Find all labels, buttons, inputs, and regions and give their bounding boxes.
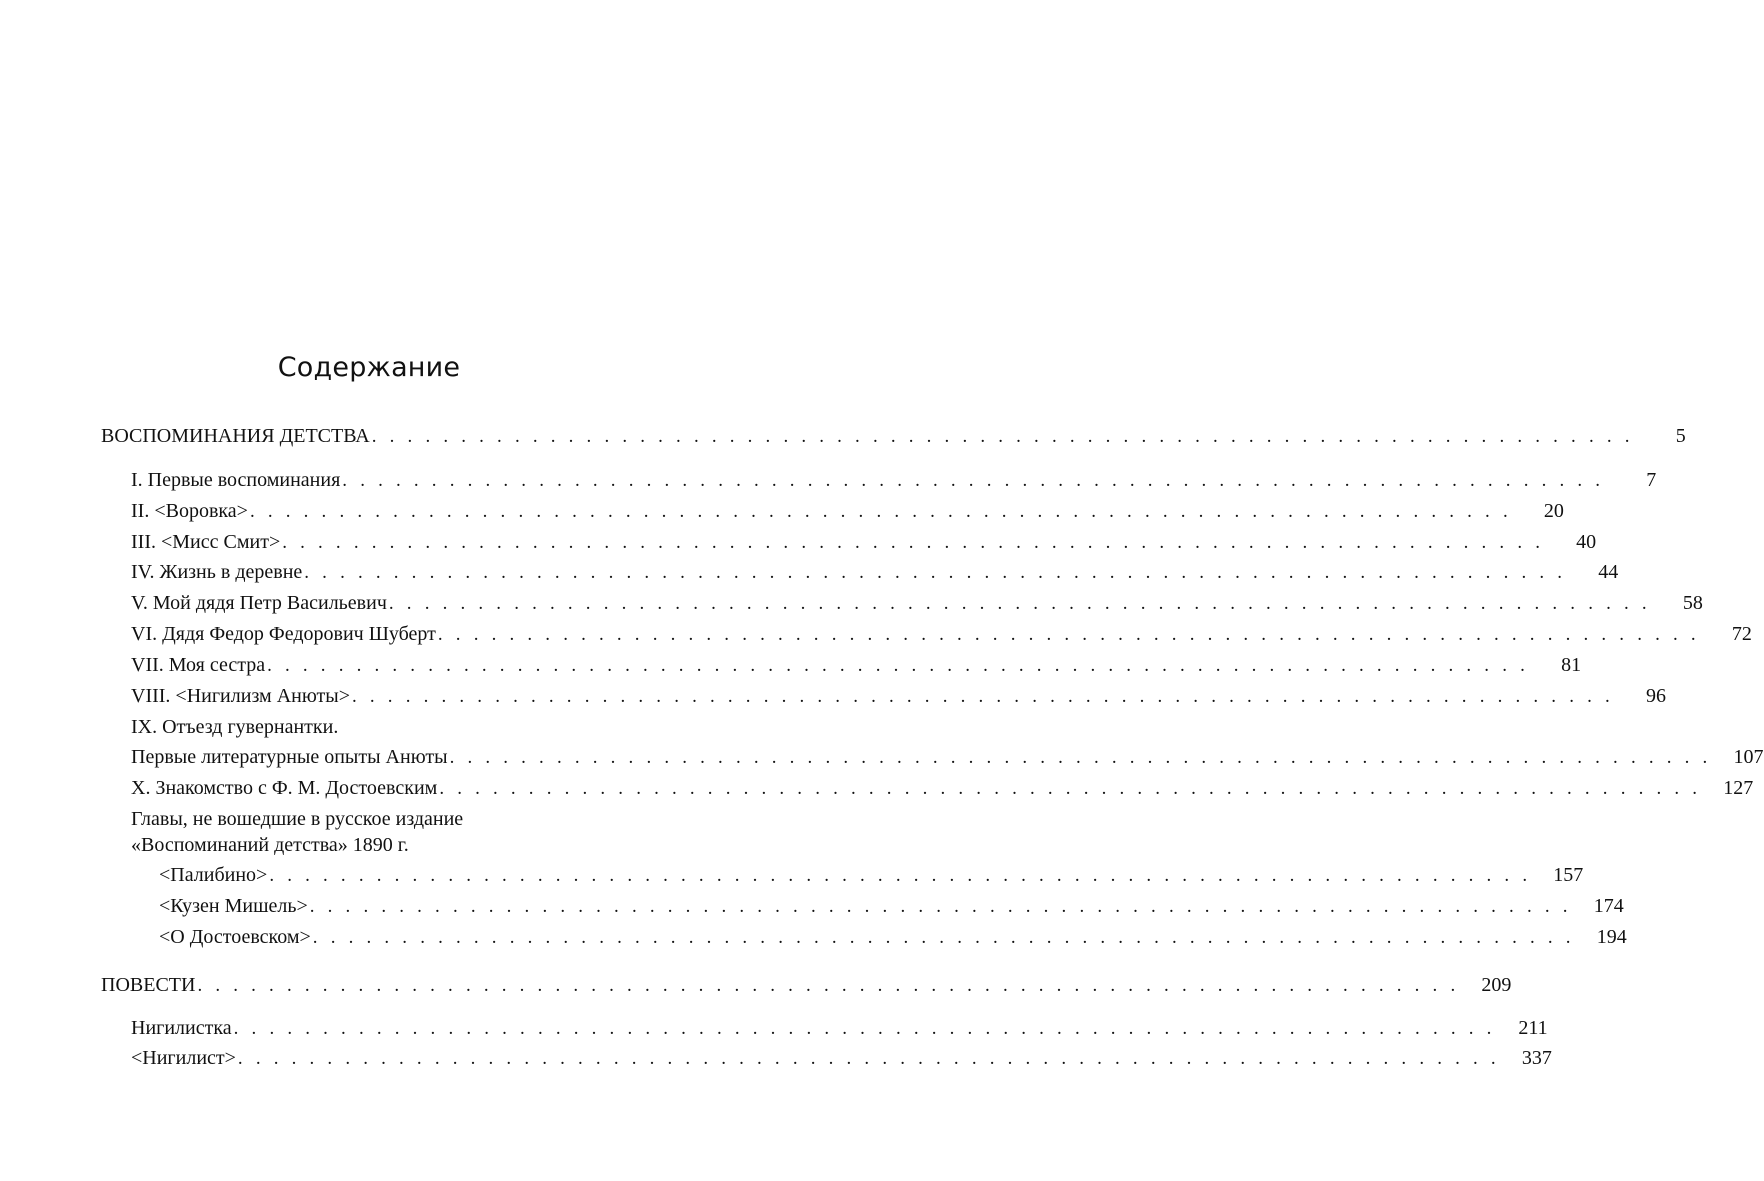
- toc-page-number: 127: [1723, 777, 1754, 799]
- toc-leader-dots: . . . . . . . . . . . . . . . . . . . . . . . . . . . . . . . . . . . . . . . . . . . . . . . . . . . . . . . . . . . . . . . . . . . . . . .: [233, 1018, 1496, 1039]
- toc-chapter[interactable]: [131, 529, 1597, 556]
- toc-leader-dots: . . . . . . . . . . . . . . . . . . . . . . . . . . . . . . . . . . . . . . . . . . . . . . . . . . . . . . . . . . . . . . . . . . . . . . .: [237, 1048, 1500, 1069]
- toc-page-number: 72: [1731, 623, 1752, 645]
- toc-section-label: ВОСПОМИНАНИЯ ДЕТСТВА: [101, 425, 370, 447]
- page-title: Содержание: [277, 352, 461, 383]
- toc-page-number: 194: [1596, 926, 1627, 948]
- toc-chapter-label: Нигилистка: [131, 1017, 232, 1039]
- toc-chapter-label: IV. Жизнь в деревне: [131, 561, 303, 583]
- toc-page-number: 5: [1675, 425, 1686, 447]
- toc-subchapter-label: <Палибино>: [159, 864, 268, 886]
- toc-chapter[interactable]: [131, 775, 1754, 802]
- toc-page-number: 58: [1682, 592, 1703, 614]
- toc-page-number: 81: [1561, 654, 1582, 676]
- toc-chapter[interactable]: [131, 590, 1703, 617]
- toc-group-heading: «Воспоминаний детства» 1890 г.: [131, 834, 409, 856]
- toc-leader-dots: . . . . . . . . . . . . . . . . . . . . . . . . . . . . . . . . . . . . . . . . . . . . . . . . . . . . . . . . . . . . . . . . . . . . . . .: [197, 975, 1460, 996]
- toc-chapter[interactable]: [131, 498, 1564, 525]
- toc-leader-dots: . . . . . . . . . . . . . . . . . . . . . . . . . . . . . . . . . . . . . . . . . . . . . . . . . . . . . . . . . . . . . . . . . . . . . . .: [449, 747, 1712, 768]
- toc-subchapter[interactable]: [159, 862, 1584, 889]
- toc-leader-dots: . . . . . . . . . . . . . . . . . . . . . . . . . . . . . . . . . . . . . . . . . . . . . . . . . . . . . . . . . . . . . . . . . . . . . . .: [352, 686, 1614, 707]
- toc-leader-dots: . . . . . . . . . . . . . . . . . . . . . . . . . . . . . . . . . . . . . . . . . . . . . . . . . . . . . . . . . . . . . . . . . . . . . . .: [439, 778, 1702, 799]
- toc-leader-dots: . . . . . . . . . . . . . . . . . . . . . . . . . . . . . . . . . . . . . . . . . . . . . . . . . . . . . . . . . . . . . . . . . . . . . . .: [304, 562, 1567, 583]
- toc-page-number: 7: [1646, 469, 1657, 491]
- toc-chapter-label: V. Мой дядя Петр Васильевич: [131, 592, 387, 614]
- toc-chapter-title-line[interactable]: IX. Отъезд гувернантки.: [131, 716, 339, 738]
- toc-leader-dots: . . . . . . . . . . . . . . . . . . . . . . . . . . . . . . . . . . . . . . . . . . . . . . . . . . . . . . . . . . . . . . . . . . . . . . .: [269, 865, 1532, 886]
- toc-leader-dots: . . . . . . . . . . . . . . . . . . . . . . . . . . . . . . . . . . . . . . . . . . . . . . . . . . . . . . . . . . . . . . . . . . . . . . .: [342, 470, 1605, 491]
- toc-leader-dots: . . . . . . . . . . . . . . . . . . . . . . . . . . . . . . . . . . . . . . . . . . . . . . . . . . . . . . . . . . . . . . . . . . . . . . .: [267, 655, 1530, 676]
- toc-page-number: 40: [1576, 531, 1597, 553]
- toc-group-heading: Главы, не вошедшие в русское издание: [131, 808, 464, 830]
- toc-subchapter-label: <О Достоевском>: [159, 926, 311, 948]
- toc-chapter[interactable]: [131, 683, 1666, 710]
- toc-page-number: 107: [1733, 746, 1764, 768]
- toc-leader-dots: . . . . . . . . . . . . . . . . . . . . . . . . . . . . . . . . . . . . . . . . . . . . . . . . . . . . . . . . . . . . . . . . . . . . . . .: [312, 927, 1575, 948]
- toc-subchapter[interactable]: [159, 924, 1627, 951]
- toc-chapter-label: Первые литературные опыты Анюты: [131, 746, 448, 768]
- toc-chapter[interactable]: [131, 744, 1764, 771]
- toc-chapter[interactable]: [131, 652, 1582, 679]
- toc-leader-dots: . . . . . . . . . . . . . . . . . . . . . . . . . . . . . . . . . . . . . . . . . . . . . . . . . . . . . . . . . . . . . . . . . . . . . . .: [437, 624, 1700, 645]
- toc-page-number: 209: [1481, 974, 1512, 996]
- toc-chapter-label: I. Первые воспоминания: [131, 469, 341, 491]
- toc-chapter-label: VII. Моя сестра: [131, 654, 266, 676]
- toc-chapter-label: VIII. <Нигилизм Анюты>: [131, 685, 350, 707]
- toc-chapter-label: <Нигилист>: [131, 1047, 236, 1069]
- toc-page-number: 44: [1598, 561, 1619, 583]
- toc-chapter-label: VI. Дядя Федор Федорович Шуберт: [131, 623, 436, 645]
- toc-subchapter[interactable]: [159, 893, 1624, 920]
- toc-page-number: 211: [1518, 1017, 1548, 1039]
- toc-leader-dots: . . . . . . . . . . . . . . . . . . . . . . . . . . . . . . . . . . . . . . . . . . . . . . . . . . . . . . . . . . . . . . . . . . . . . . .: [388, 593, 1651, 614]
- toc-leader-dots: . . . . . . . . . . . . . . . . . . . . . . . . . . . . . . . . . . . . . . . . . . . . . . . . . . . . . . . . . . . . . . . . . . . . . . .: [249, 501, 1512, 522]
- toc-leader-dots: . . . . . . . . . . . . . . . . . . . . . . . . . . . . . . . . . . . . . . . . . . . . . . . . . . . . . . . . . . . . . . . . . . . . . . .: [282, 532, 1545, 553]
- toc-section-povesti[interactable]: [101, 972, 1512, 999]
- toc-chapter-label: III. <Мисс Смит>: [131, 531, 281, 553]
- toc-subchapter-label: <Кузен Мишель>: [159, 895, 308, 917]
- toc-page-number: 337: [1521, 1047, 1552, 1069]
- toc-chapter[interactable]: [131, 621, 1752, 648]
- toc-chapter[interactable]: [131, 1045, 1552, 1072]
- toc-page-number: 157: [1553, 864, 1584, 886]
- toc-chapter[interactable]: [131, 1015, 1548, 1042]
- toc-page-number: 174: [1593, 895, 1624, 917]
- toc-section-vospominaniya[interactable]: [101, 423, 1686, 450]
- toc-section-label: ПОВЕСТИ: [101, 974, 196, 996]
- toc-chapter-label: X. Знакомство с Ф. М. Достоевским: [131, 777, 438, 799]
- toc-chapter-label: II. <Воровка>: [131, 500, 248, 522]
- toc-page-number: 20: [1543, 500, 1564, 522]
- toc-leader-dots: . . . . . . . . . . . . . . . . . . . . . . . . . . . . . . . . . . . . . . . . . . . . . . . . . . . . . . . . . . . . . . . . . . . . . . .: [309, 896, 1572, 917]
- toc-chapter[interactable]: [131, 467, 1657, 494]
- toc-page-number: 96: [1645, 685, 1666, 707]
- toc-chapter[interactable]: [131, 559, 1619, 586]
- toc-leader-dots: . . . . . . . . . . . . . . . . . . . . . . . . . . . . . . . . . . . . . . . . . . . . . . . . . . . . . . . . . . . . . . . . . . . . . . .: [371, 426, 1634, 447]
